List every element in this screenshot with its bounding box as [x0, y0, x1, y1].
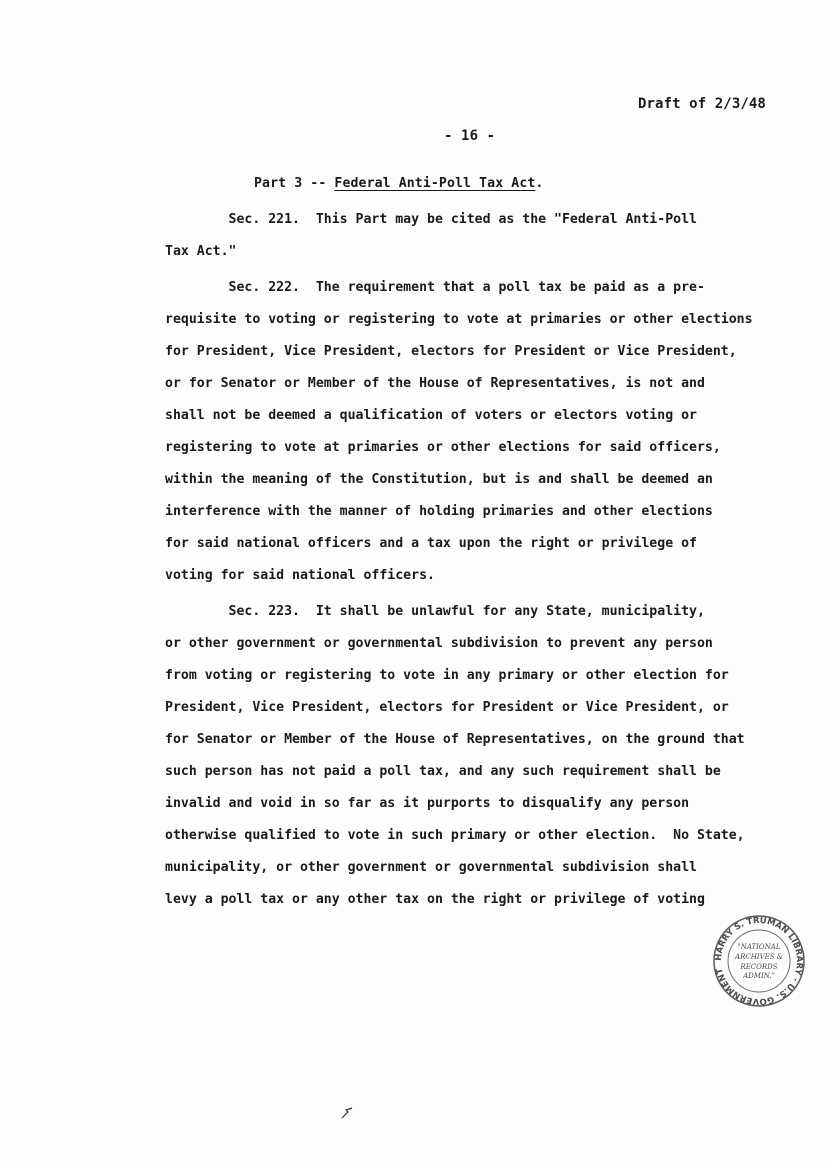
body-line: or other government or governmental subdivision to prevent any person [165, 636, 713, 651]
body-line: interference with the manner of holding primaries and other elections [165, 504, 713, 519]
body-line: within the meaning of the Constitution, but is and shall be deemed an [165, 472, 713, 487]
body-line: requisite to voting or registering to vote at primaries or other elections [165, 312, 753, 327]
body-line: for Senator or Member of the House of Representatives, on the ground that [165, 732, 745, 747]
body-line: voting for said national officers. [165, 568, 435, 583]
body-line: otherwise qualified to vote in such primary or other election. No State, [165, 828, 745, 843]
body-line: levy a poll tax or any other tax on the right or privilege of voting [165, 892, 705, 907]
stamp-line-2: ARCHIVES & [735, 953, 783, 961]
stamp-line-1: "NATIONAL [737, 943, 781, 951]
heading-title: Federal Anti-Poll Tax Act [334, 176, 536, 191]
body-line: shall not be deemed a qualification of voters or electors voting or [165, 408, 697, 423]
part-heading [254, 176, 543, 191]
body-line: Sec. 223. It shall be unlawful for any State, municipality, [165, 604, 705, 619]
heading-prefix: Part 3 -- [254, 176, 335, 191]
heading-suffix: . [535, 176, 544, 191]
draft-date: Draft of 2/3/48 [638, 96, 766, 112]
body-line: from voting or registering to vote in any primary or other election for [165, 668, 729, 683]
body-line: President, Vice President, electors for President or Vice President, or [165, 700, 729, 715]
body-line: or for Senator or Member of the House of Representatives, is not and [165, 376, 705, 391]
body-line: for said national officers and a tax upon the right or privilege of [165, 536, 697, 551]
body-line: registering to vote at primaries or other elections for said officers, [165, 440, 721, 455]
body-line: such person has not paid a poll tax, and any such requirement shall be [165, 764, 721, 779]
body-line: Sec. 222. The requirement that a poll tax be paid as a pre- [165, 280, 705, 295]
pen-mark [340, 1106, 356, 1120]
archive-stamp [712, 914, 806, 1008]
body-line: invalid and void in so far as it purports to disqualify any person [165, 796, 690, 811]
page-number: - 16 - [444, 128, 496, 144]
body-line: Sec. 221. This Part may be cited as the "Federal Anti-Poll [165, 212, 697, 227]
body-line: municipality, or other government or governmental subdivision shall [165, 860, 697, 875]
stamp-line-3: RECORDS [740, 963, 778, 971]
body-line: for President, Vice President, electors for President or Vice President, [165, 344, 737, 359]
stamp-outer-text: HARRY S. TRUMAN LIBRARY · U.S. GOVERNMENT [713, 915, 805, 1007]
body-line: Tax Act." [165, 244, 237, 259]
stamp-line-4: ADMIN." [743, 972, 775, 980]
